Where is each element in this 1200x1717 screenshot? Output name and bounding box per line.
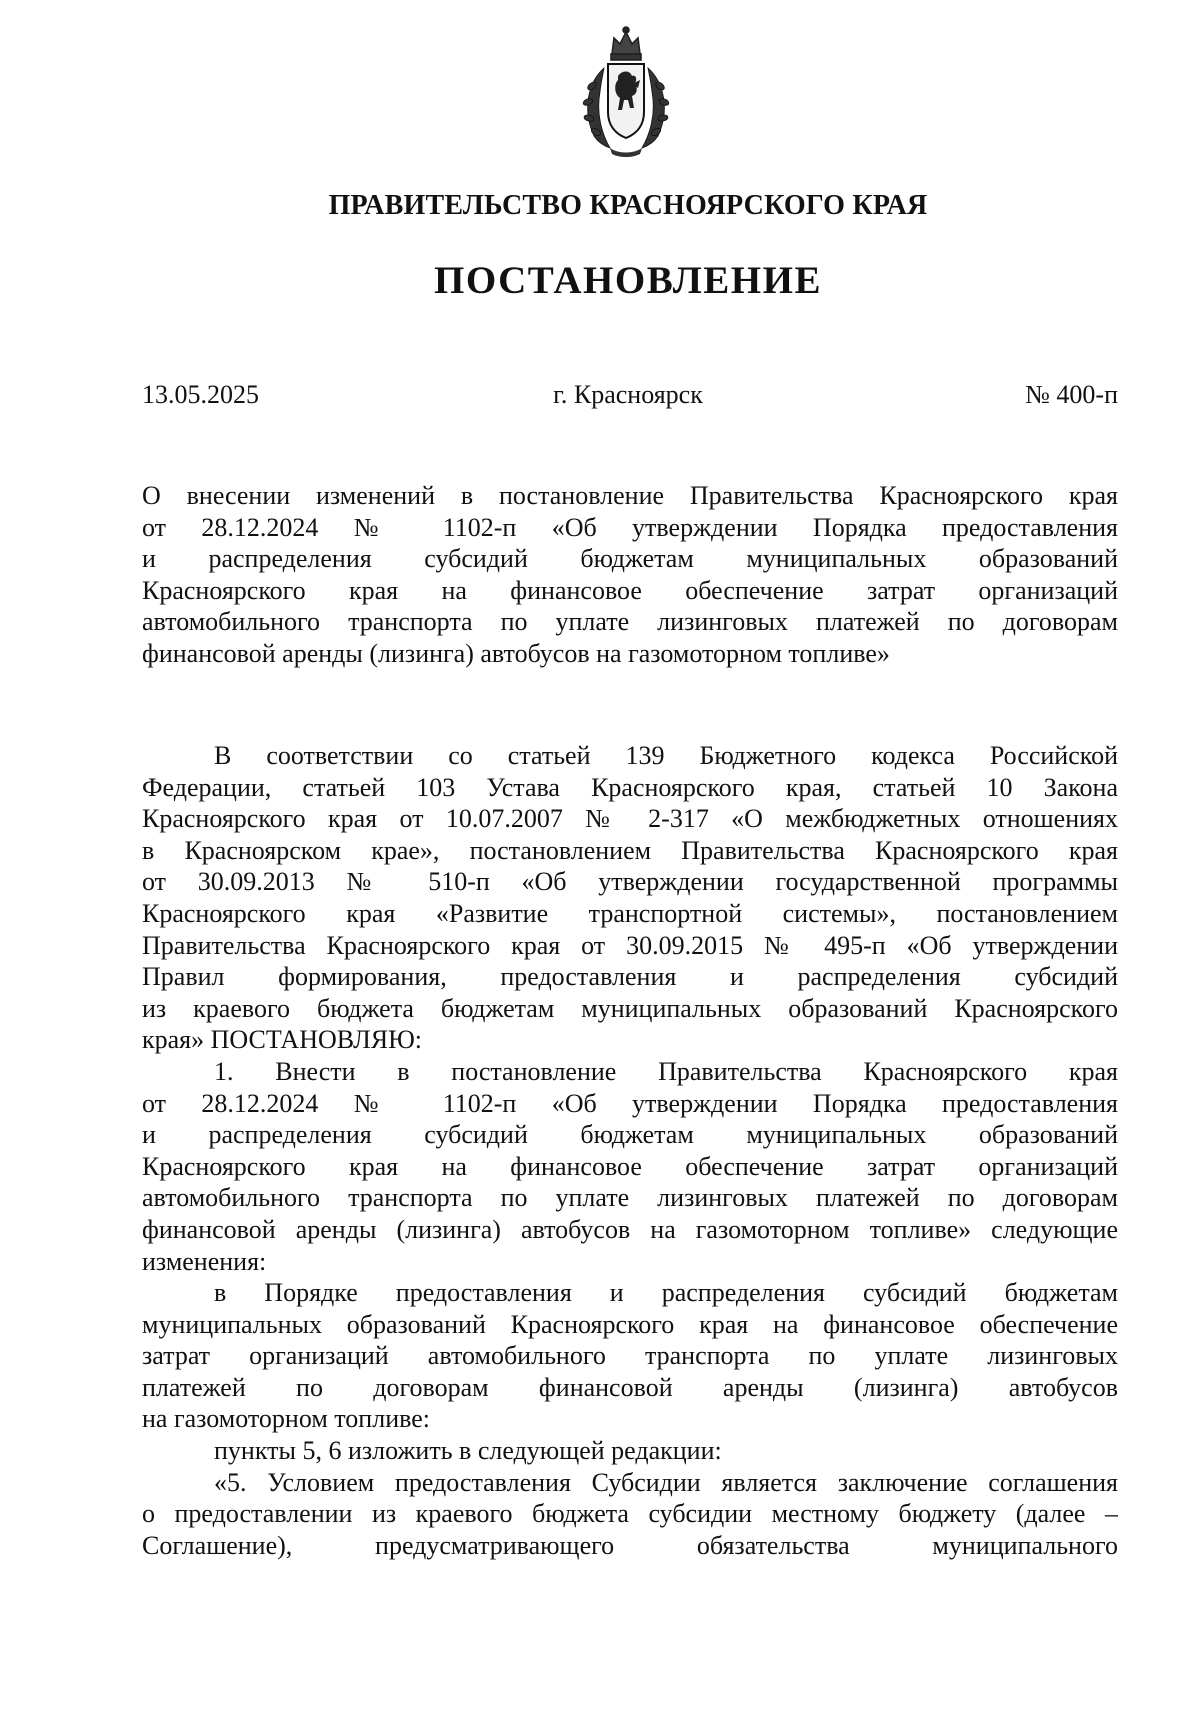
document-city: г. Красноярск xyxy=(553,380,703,409)
title-line: автомобильного транспорта по уплате лизинговых платежей по договорам xyxy=(142,607,1118,636)
document-type-title: ПОСТАНОВЛЕНИЕ xyxy=(433,259,822,302)
title-line: и распределения субсидий бюджетам муниципальных образований xyxy=(142,544,1118,573)
body-line: из краевого бюджета бюджетам муниципальных образований Красноярского xyxy=(142,993,1118,1023)
body-line: о предоставлении из краевого бюджета субсидии местному бюджету (далее – xyxy=(142,1499,1118,1529)
government-name: ПРАВИТЕЛЬСТВО КРАСНОЯРСКОГО КРАЯ xyxy=(328,190,928,221)
body-line: В соответствии со статьей 139 Бюджетного кодекса Российской xyxy=(214,741,1118,770)
body-line: Красноярского края от 10.07.2007 № 2-317 «О межбюджетных отношениях xyxy=(142,804,1118,834)
body-line: Красноярского края «Развитие транспортной системы», постановлением xyxy=(142,898,1118,928)
body-line: от 28.12.2024 № 1102-п «Об утверждении Порядка предоставления xyxy=(142,1088,1118,1118)
body-line: и распределения субсидий бюджетам муниципальных образований xyxy=(142,1120,1118,1150)
title-line: от 28.12.2024 № 1102-п «Об утверждении Порядка предоставления xyxy=(142,512,1118,542)
body-line: Правительства Красноярского края от 30.09.2015 № 495-п «Об утверждении xyxy=(142,930,1118,960)
body-line: Соглашение), предусматривающего обязательства муниципального xyxy=(142,1530,1118,1560)
document-title xyxy=(142,480,1118,669)
title-line: О внесении изменений в постановление Правительства Красноярского края xyxy=(142,481,1118,510)
body-line: финансовой аренды (лизинга) автобусов на газомоторном топливе» следующие xyxy=(142,1214,1118,1244)
body-line: в Красноярском крае», постановлением Правительства Красноярского края xyxy=(142,835,1118,865)
body-line: Правил формирования, предоставления и распределения субсидий xyxy=(142,962,1118,992)
body-line: пункты 5, 6 изложить в следующей редакции: xyxy=(214,1436,722,1466)
body-line: на газомоторном топливе: xyxy=(142,1404,430,1434)
coat-of-arms-icon xyxy=(574,24,678,158)
document-date: 13.05.2025 xyxy=(142,380,259,409)
body-line: края» ПОСТАНОВЛЯЮ: xyxy=(142,1025,423,1055)
body-line: изменения: xyxy=(142,1246,267,1276)
title-line: финансовой аренды (лизинга) автобусов на газомоторном топливе» xyxy=(142,638,890,668)
body-line: Красноярского края на финансовое обеспечение затрат организаций xyxy=(142,1151,1118,1181)
body-line: 1. Внести в постановление Правительства Красноярского края xyxy=(214,1056,1118,1086)
document-number: № 400-п xyxy=(1025,380,1118,409)
body-line: затрат организаций автомобильного транспорта по уплате лизинговых xyxy=(142,1341,1118,1371)
title-line: Красноярского края на финансовое обеспечение затрат организаций xyxy=(142,575,1118,605)
document-body xyxy=(142,740,1118,1561)
body-line: муниципальных образований Красноярского края на финансовое обеспечение xyxy=(142,1309,1118,1339)
body-line: Федерации, статьей 103 Устава Красноярского края, статьей 10 Закона xyxy=(142,772,1118,802)
body-line: «5. Условием предоставления Субсидии является заключение соглашения xyxy=(214,1467,1118,1497)
body-line: платежей по договорам финансовой аренды (лизинга) автобусов xyxy=(142,1372,1118,1402)
body-line: в Порядке предоставления и распределения субсидий бюджетам xyxy=(214,1278,1118,1308)
body-line: автомобильного транспорта по уплате лизинговых платежей по договорам xyxy=(142,1183,1118,1213)
body-line: от 30.09.2013 № 510-п «Об утверждении государственной программы xyxy=(142,867,1118,897)
